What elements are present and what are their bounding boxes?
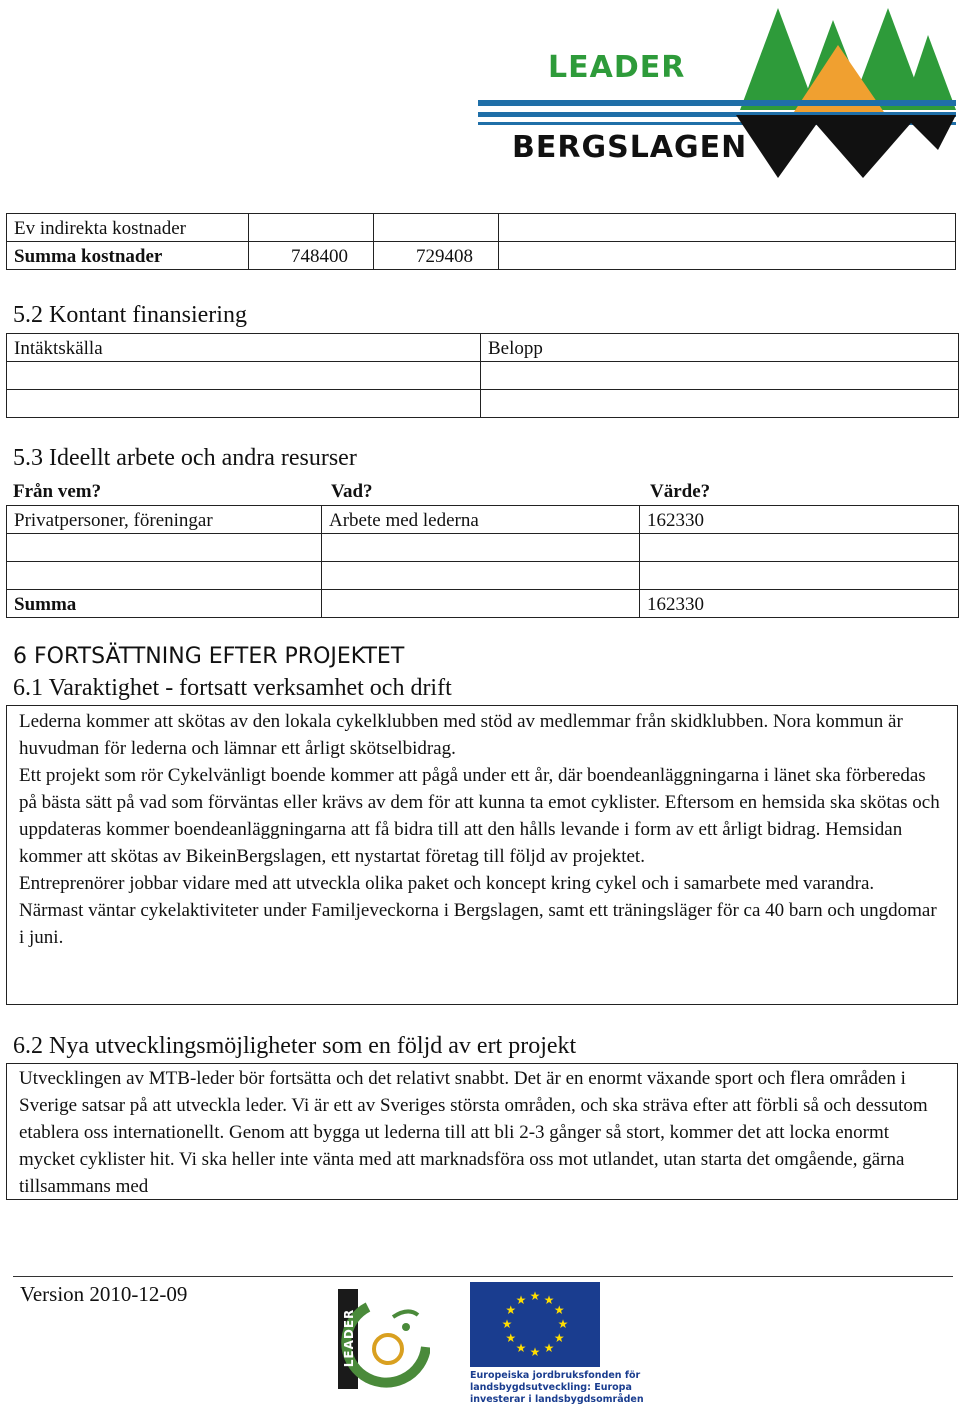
table-row: [7, 242, 956, 270]
eu-star-icon: ★: [505, 1331, 517, 1345]
eu-flag-icon: [470, 1282, 600, 1367]
value-header: Värde?: [650, 481, 711, 502]
paragraph: Entreprenörer jobbar vidare med att utveckla olika paket och koncept kring cykel och i samarbete med varandra.: [19, 873, 875, 894]
section-52-heading: 5.2 Kontant finansiering: [13, 302, 247, 328]
eu-caption-line: investerar i landsbygdsområden: [470, 1394, 644, 1405]
eu-star-icon: ★: [543, 1341, 555, 1356]
table-row: [7, 562, 959, 590]
paragraph: Ett projekt som rör Cykelvänligt boende kommer att pågå under ett år, där boendeanläggningarna i länet ska förberedas på bästa sätt på vad som förväntas eller krävs av dem för att kunna ta emot cyklister. Eftersom en hemsida ska skötas och uppdateras kommer boendeanläggningarna att få bidra till att den hålls levande i form av ett årligt bidrag. Hemsidan kommer att skötas av BikeinBergslagen, ett nystartat företag till följd av projektet.: [19, 765, 940, 867]
cost-value-1: [249, 214, 374, 242]
table-row: [7, 362, 959, 390]
logo-leader-text: LEADER: [548, 50, 686, 85]
cost-sum-value-2: 729408: [374, 242, 499, 270]
eu-caption-line: landsbygdsutveckling: Europa: [470, 1382, 632, 1393]
empty-cell: [640, 562, 959, 590]
sum-value: 162330: [640, 590, 959, 618]
eu-star-icon: ★: [515, 1341, 527, 1356]
table-row: [7, 390, 959, 418]
eu-star-icon: ★: [501, 1317, 513, 1331]
section-6-heading: 6 FORTSÄTTNING EFTER PROJEKTET: [13, 644, 405, 669]
eu-flag: [470, 1282, 600, 1367]
eu-star-icon: ★: [529, 1345, 541, 1359]
cost-sum-label: Summa kostnader: [7, 242, 249, 270]
empty-cell: [7, 390, 481, 418]
cash-financing-table: [6, 333, 959, 418]
eu-caption: [470, 1370, 644, 1406]
leader-logo: [338, 1287, 430, 1391]
empty-cell: [640, 534, 959, 562]
eu-star-icon: ★: [557, 1317, 569, 1331]
sum-label: Summa: [7, 590, 322, 618]
section-62-heading: 6.2 Nya utvecklingsmöjligheter som en följd av ert projekt: [13, 1033, 577, 1059]
cost-label: Ev indirekta kostnader: [7, 214, 249, 242]
development-text-box: [6, 1063, 958, 1200]
cost-sum-value-1: 748400: [249, 242, 374, 270]
eu-star-icon: ★: [543, 1292, 555, 1307]
cost-value-2: [374, 214, 499, 242]
logo-bergslagen-text: BERGSLAGEN: [512, 130, 748, 165]
table-row: [7, 334, 959, 362]
paragraph: Närmast väntar cykelaktiviteter under Familjeveckorna i Bergslagen, samt ett träningsläger för ca 40 barn och ungdomar i juni.: [19, 900, 937, 948]
eu-star-icon: ★: [553, 1331, 565, 1345]
empty-cell: [7, 534, 322, 562]
paragraph: Lederna kommer att skötas av den lokala cykelklubben med stöd av medlemmar från skidklubben. Nora kommun är huvudman för lederna och lämnar ett årligt skötselbidrag.: [19, 711, 903, 759]
empty-cell: [322, 590, 640, 618]
eu-star-icon: ★: [515, 1292, 527, 1307]
section-61-heading: 6.1 Varaktighet - fortsatt verksamhet och drift: [13, 675, 452, 701]
eu-caption-line: Europeiska jordbruksfonden för: [470, 1370, 641, 1381]
cost-sum-value-3: [499, 242, 956, 270]
what-cell: Arbete med lederna: [322, 506, 640, 534]
from-whom-cell: Privatpersoner, föreningar: [7, 506, 322, 534]
eu-star-icon: ★: [529, 1289, 541, 1303]
cost-value-3: [499, 214, 956, 242]
empty-cell: [481, 362, 959, 390]
footer-divider: [13, 1276, 953, 1277]
empty-cell: [481, 390, 959, 418]
cost-table: [6, 213, 956, 270]
empty-cell: [322, 562, 640, 590]
eu-star-icon: ★: [505, 1303, 517, 1317]
volunteer-table: [6, 505, 959, 618]
version-text: Version 2010-12-09: [20, 1282, 188, 1306]
empty-cell: [322, 534, 640, 562]
paragraph: Utvecklingen av MTB-leder bör fortsätta och det relativt snabbt. Det är en enormt växande sport och flera områden i Sverige satsar på att utveckla leder. Vi är ett av Sveriges största områden, och ska sträva efter att förbli så och dessutom etablera oss internationellt. Genom att bygga ut lederna till att bli 2-3 gånger så stort, kommer det att locka enormt mycket cyklister hit. Vi ska heller inte vänta med att marknadsföra oss mot utlandet, utan starta det omgående, gärna tillsammans med: [19, 1068, 928, 1197]
eu-star-icon: ★: [553, 1303, 565, 1317]
section-53-heading: 5.3 Ideellt arbete och andra resurser: [13, 445, 357, 471]
table-row: [7, 506, 959, 534]
from-whom-header: Från vem?: [13, 481, 102, 502]
income-source-header: Intäktskälla: [7, 334, 481, 362]
table-row: [7, 590, 959, 618]
table-row: [7, 534, 959, 562]
table-row: [7, 214, 956, 242]
continuation-text-box: [6, 705, 958, 1005]
value-cell: 162330: [640, 506, 959, 534]
empty-cell: [7, 362, 481, 390]
amount-header: Belopp: [481, 334, 959, 362]
empty-cell: [7, 562, 322, 590]
what-header: Vad?: [331, 481, 373, 502]
leader-logo-text: LEADER: [342, 1308, 356, 1368]
leader-bergslagen-logo: [478, 0, 958, 185]
